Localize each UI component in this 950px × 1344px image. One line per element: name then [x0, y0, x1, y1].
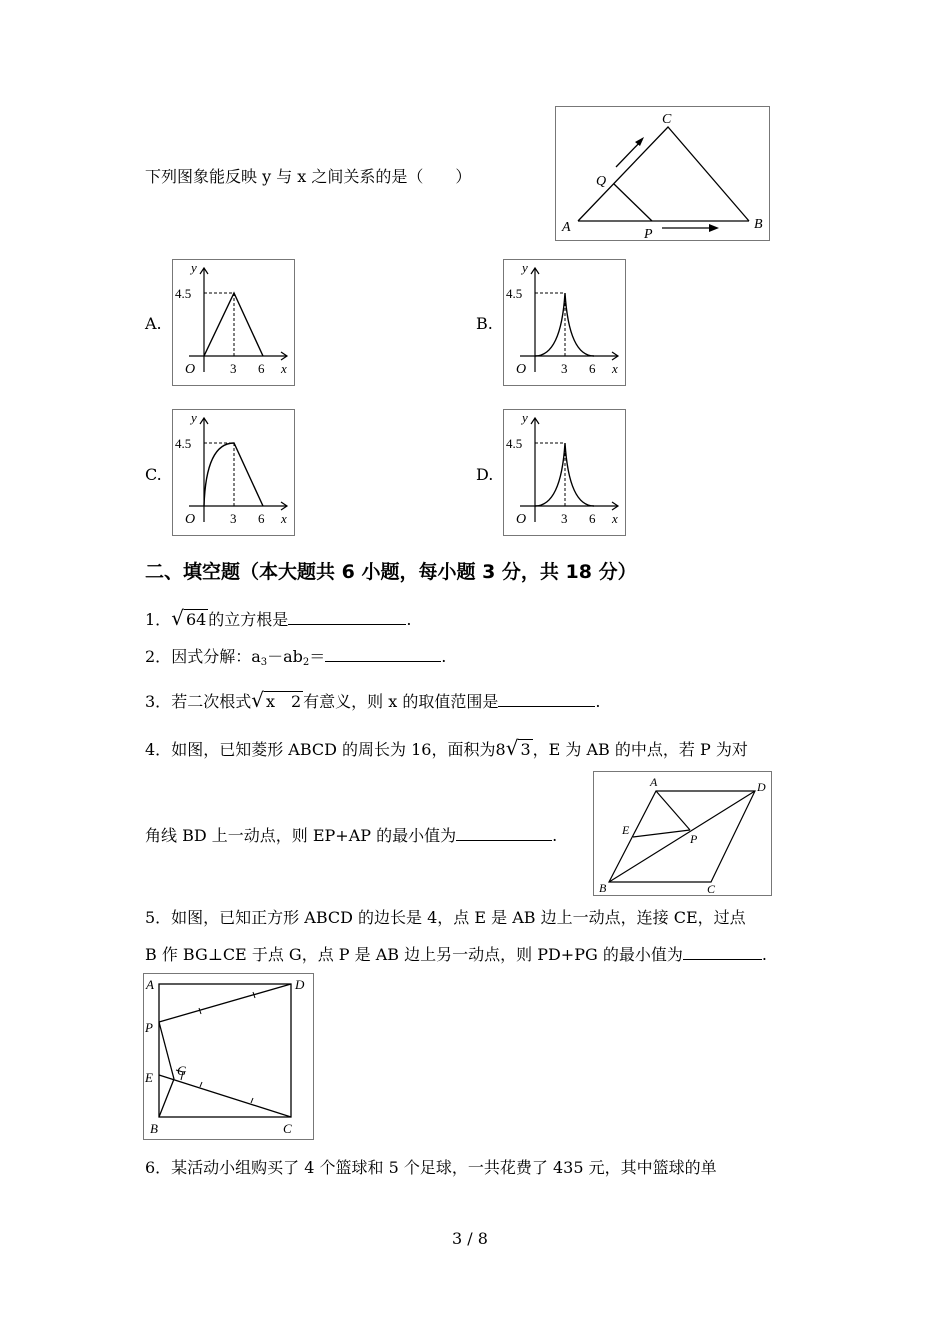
question-1: [145, 606, 411, 630]
option-letter-d: D.: [476, 465, 494, 484]
q2-number: 2．: [145, 647, 172, 666]
q1-answer-blank[interactable]: [288, 609, 406, 625]
graph-option-d: [503, 409, 626, 536]
rhombus-label-c: C: [707, 882, 716, 895]
vertex-a-label: A: [562, 220, 571, 235]
graph-svg: [173, 260, 294, 385]
question-3: [145, 688, 600, 712]
rhombus-label-a: A: [650, 775, 658, 789]
segment-pd: [159, 984, 291, 1022]
segment-ap: [656, 791, 690, 830]
peak-value-label: 4.5: [175, 286, 192, 301]
square-label-g: G: [177, 1063, 187, 1078]
x-axis-label: x: [281, 511, 287, 526]
x-tick-3-label: 3: [561, 511, 568, 526]
question-stem: 下列图象能反映 y 与 x 之间关系的是（ ）: [145, 167, 472, 186]
x-tick-3-label: 3: [561, 361, 568, 376]
section-heading: 二、填空题（本大题共 6 小题，每小题 3 分，共 18 分）: [145, 561, 637, 583]
vertex-c-label: C: [662, 112, 672, 127]
triangle-diagram: [556, 107, 769, 240]
graph-svg: [173, 410, 294, 535]
rhombus-label-p: P: [690, 832, 698, 846]
question-5-line-2: [145, 942, 767, 965]
q5-line2: B 作 BG⊥CE 于点 G，点 P 是 AB 边上另一动点，则 PD+PG 的最小值为: [145, 945, 683, 964]
q1-sqrt: √ 64: [171, 606, 207, 630]
q4-answer-blank[interactable]: [456, 825, 552, 841]
question-6-line-1: 6．某活动小组购买了 4 个篮球和 5 个足球，一共花费了 435 元，其中篮球的单: [145, 1158, 717, 1177]
square-outline: [159, 984, 291, 1117]
graph-svg: [504, 410, 625, 535]
x-axis-label: x: [612, 511, 618, 526]
option-letter-b: B.: [476, 314, 493, 333]
rhombus-figure: [593, 771, 772, 896]
question-2: [145, 644, 446, 668]
triangle-figure: [555, 106, 770, 241]
square-label-a: A: [146, 977, 154, 992]
q4-sqrt: √ 3: [505, 736, 531, 760]
peak-value-label: 4.5: [506, 436, 523, 451]
x-axis-label: x: [281, 361, 287, 376]
x-tick-3-label: 3: [230, 511, 237, 526]
square-figure: [143, 973, 314, 1140]
y-axis-label: y: [522, 260, 528, 275]
y-axis-label: y: [191, 410, 197, 425]
y-axis-label: y: [522, 410, 528, 425]
graph-option-c: [172, 409, 295, 536]
q4-radicand: 3: [520, 740, 531, 759]
origin-label: O: [185, 512, 196, 527]
peak-value-label: 4.5: [506, 286, 523, 301]
x-tick-6-label: 6: [258, 361, 265, 376]
vertex-b-label: B: [754, 217, 763, 232]
q2-eq: ＝: [309, 647, 326, 666]
square-label-d: D: [295, 977, 305, 992]
q1-radicand: 64: [185, 610, 207, 629]
q3-radicand: x 2: [265, 692, 302, 711]
q4-text-a: 如图，已知菱形 ABCD 的周长为 16，面积为: [171, 740, 496, 759]
q2-end: .: [441, 647, 447, 666]
square-label-e: E: [145, 1070, 153, 1085]
q3-text: 若二次根式: [171, 692, 252, 711]
square-label-c: C: [283, 1121, 292, 1136]
square-diagram: [144, 974, 313, 1139]
segment-ce: [159, 1075, 291, 1117]
rhombus-diagram: [594, 772, 771, 895]
x-tick-6-label: 6: [589, 511, 596, 526]
q5-answer-blank[interactable]: [683, 944, 762, 960]
q3-answer-blank[interactable]: [498, 691, 595, 707]
y-axis-label: y: [191, 260, 197, 275]
segment-bg: [159, 1079, 174, 1117]
origin-label: O: [516, 512, 527, 527]
rhombus-label-d: D: [757, 780, 766, 794]
square-label-p: P: [145, 1020, 153, 1035]
q4-end: .: [552, 826, 558, 845]
q1-number: 1．: [145, 610, 172, 629]
q3-text2: 有意义，则 x 的取值范围是: [303, 692, 499, 711]
square-label-b: B: [150, 1121, 158, 1136]
q4-number: 4．: [145, 740, 172, 759]
page-number: 3 / 8: [452, 1229, 488, 1248]
segment-ep: [633, 830, 690, 837]
rhombus-label-e: E: [622, 823, 630, 837]
point-p-label: P: [644, 227, 653, 240]
option-letter-a: A.: [145, 314, 162, 333]
question-4-line-2: [145, 823, 557, 846]
q3-number: 3．: [145, 692, 172, 711]
point-q-label: Q: [596, 174, 607, 189]
q2-mid: －ab: [267, 647, 303, 666]
q2-sub2: 2: [302, 657, 310, 668]
q4-text-b: ，E 为 AB 的中点，若 P 为对: [532, 740, 748, 759]
q3-sqrt: √ x 2: [251, 688, 302, 712]
q2-sub1: 3: [260, 657, 268, 668]
question-4-line-1: [145, 736, 748, 760]
peak-value-label: 4.5: [175, 436, 192, 451]
x-tick-6-label: 6: [589, 361, 596, 376]
q1-text: 的立方根是: [208, 610, 289, 629]
option-letter-c: C.: [145, 465, 162, 484]
arrow-q-head: [635, 137, 644, 146]
graph-option-b: [503, 259, 626, 386]
graph-svg: [504, 260, 625, 385]
origin-label: O: [516, 362, 527, 377]
x-tick-3-label: 3: [230, 361, 237, 376]
x-tick-6-label: 6: [258, 511, 265, 526]
q5-end: .: [761, 945, 767, 964]
q2-text: 因式分解：a: [171, 647, 261, 666]
segment-pq: [614, 184, 652, 221]
arrow-p-head: [709, 224, 719, 232]
graph-option-a: [172, 259, 295, 386]
q3-end: .: [595, 692, 601, 711]
rhombus-label-b: B: [599, 881, 607, 895]
origin-label: O: [185, 362, 196, 377]
question-5-line-1: 5．如图，已知正方形 ABCD 的边长是 4，点 E 是 AB 边上一动点，连接 CE，过点: [145, 908, 746, 927]
q2-answer-blank[interactable]: [325, 646, 441, 662]
x-axis-label: x: [612, 361, 618, 376]
q4-line2: 角线 BD 上一动点，则 EP+AP 的最小值为: [145, 826, 457, 845]
q1-end: .: [406, 610, 412, 629]
q4-coef: 8: [495, 740, 506, 759]
segment-pg: [159, 1022, 174, 1079]
